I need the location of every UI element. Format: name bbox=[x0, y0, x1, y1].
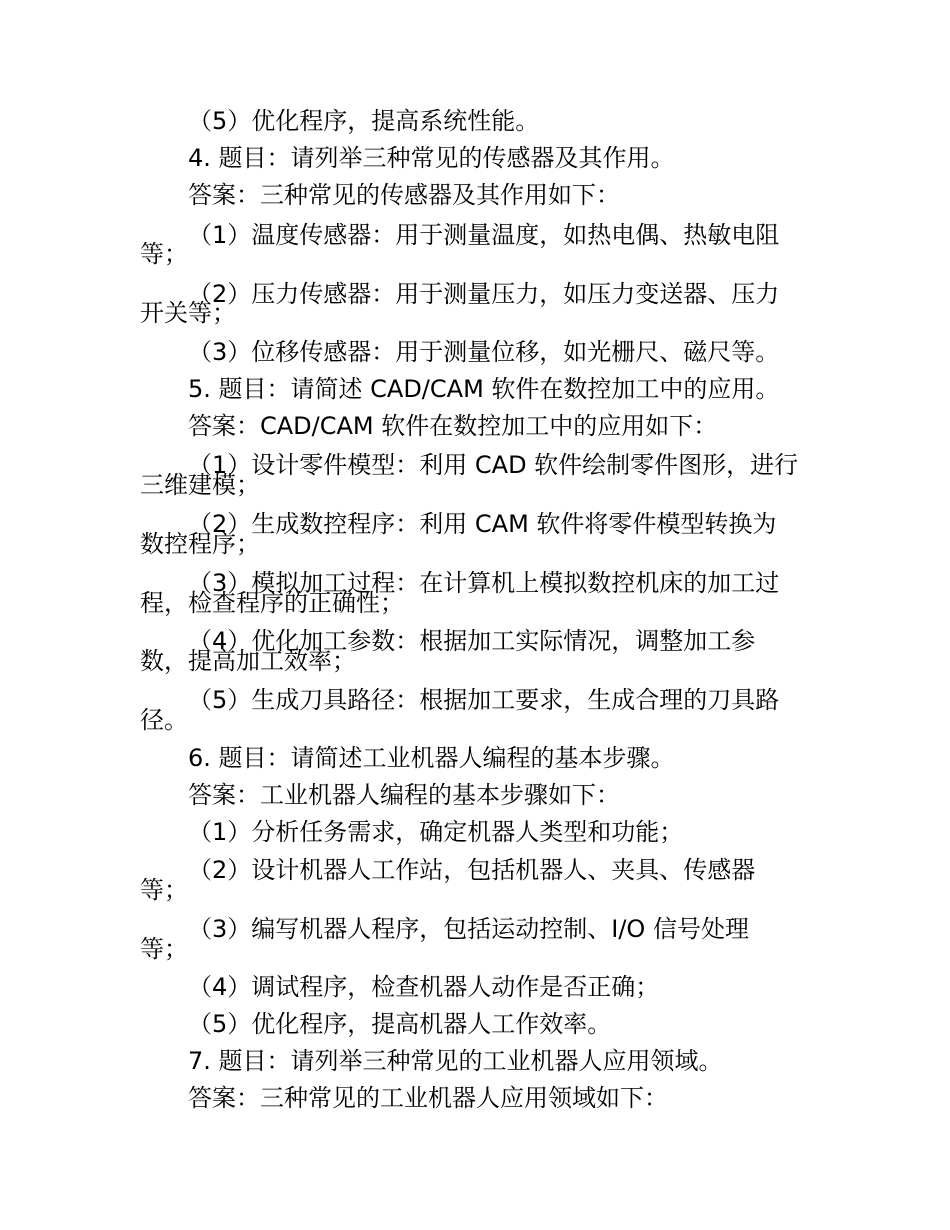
text-line: 三维建模； bbox=[140, 471, 260, 499]
text-line: 开关等； bbox=[140, 299, 236, 327]
text-line: （3）位移传感器：用于测量位移，如光栅尺、磁尺等。 bbox=[188, 338, 780, 366]
text-line: （2）压力传感器：用于测量压力，如压力变送器、压力 bbox=[188, 280, 780, 308]
text-line: 数，提高加工效率； bbox=[140, 647, 356, 675]
text-line: （3）编写机器人程序，包括运动控制、I/O 信号处理 bbox=[188, 915, 749, 943]
question-heading: 4. 题目：请列举三种常见的传感器及其作用。 bbox=[188, 144, 675, 172]
text-line: （5）生成刀具路径：根据加工要求，生成合理的刀具路 bbox=[188, 686, 780, 714]
answer-intro: 答案：三种常见的工业机器人应用领域如下： bbox=[188, 1084, 668, 1112]
question-heading: 7. 题目：请列举三种常见的工业机器人应用领域。 bbox=[188, 1047, 723, 1075]
text-line: （5）优化程序，提高系统性能。 bbox=[188, 107, 540, 135]
text-line: （1）分析任务需求，确定机器人类型和功能； bbox=[188, 818, 684, 846]
answer-intro: 答案：CAD/CAM 软件在数控加工中的应用如下： bbox=[188, 412, 718, 440]
text-line: 等； bbox=[140, 240, 188, 268]
text-line: （1）设计零件模型：利用 CAD 软件绘制零件图形，进行 bbox=[188, 451, 799, 479]
text-line: （3）模拟加工过程：在计算机上模拟数控机床的加工过 bbox=[188, 569, 780, 597]
answer-intro: 答案：三种常见的传感器及其作用如下： bbox=[188, 181, 620, 209]
text-line: 等； bbox=[140, 935, 188, 963]
text-line: 程，检查程序的正确性； bbox=[140, 589, 404, 617]
text-line: 径。 bbox=[140, 706, 188, 734]
text-line: 等； bbox=[140, 876, 188, 904]
text-line: （2）设计机器人工作站，包括机器人、夹具、传感器 bbox=[188, 856, 756, 884]
text-line: （5）优化程序，提高机器人工作效率。 bbox=[188, 1010, 612, 1038]
text-line: （1）温度传感器：用于测量温度，如热电偶、热敏电阻 bbox=[188, 221, 780, 249]
text-line: 数控程序； bbox=[140, 530, 260, 558]
answer-intro: 答案：工业机器人编程的基本步骤如下： bbox=[188, 781, 620, 809]
text-line: （4）调试程序，检查机器人动作是否正确； bbox=[188, 973, 660, 1001]
text-line: （2）生成数控程序：利用 CAM 软件将零件模型转换为 bbox=[188, 510, 777, 538]
question-heading: 5. 题目：请简述 CAD/CAM 软件在数控加工中的应用。 bbox=[188, 375, 780, 403]
question-heading: 6. 题目：请简述工业机器人编程的基本步骤。 bbox=[188, 744, 675, 772]
text-line: （4）优化加工参数：根据加工实际情况，调整加工参 bbox=[188, 627, 756, 655]
